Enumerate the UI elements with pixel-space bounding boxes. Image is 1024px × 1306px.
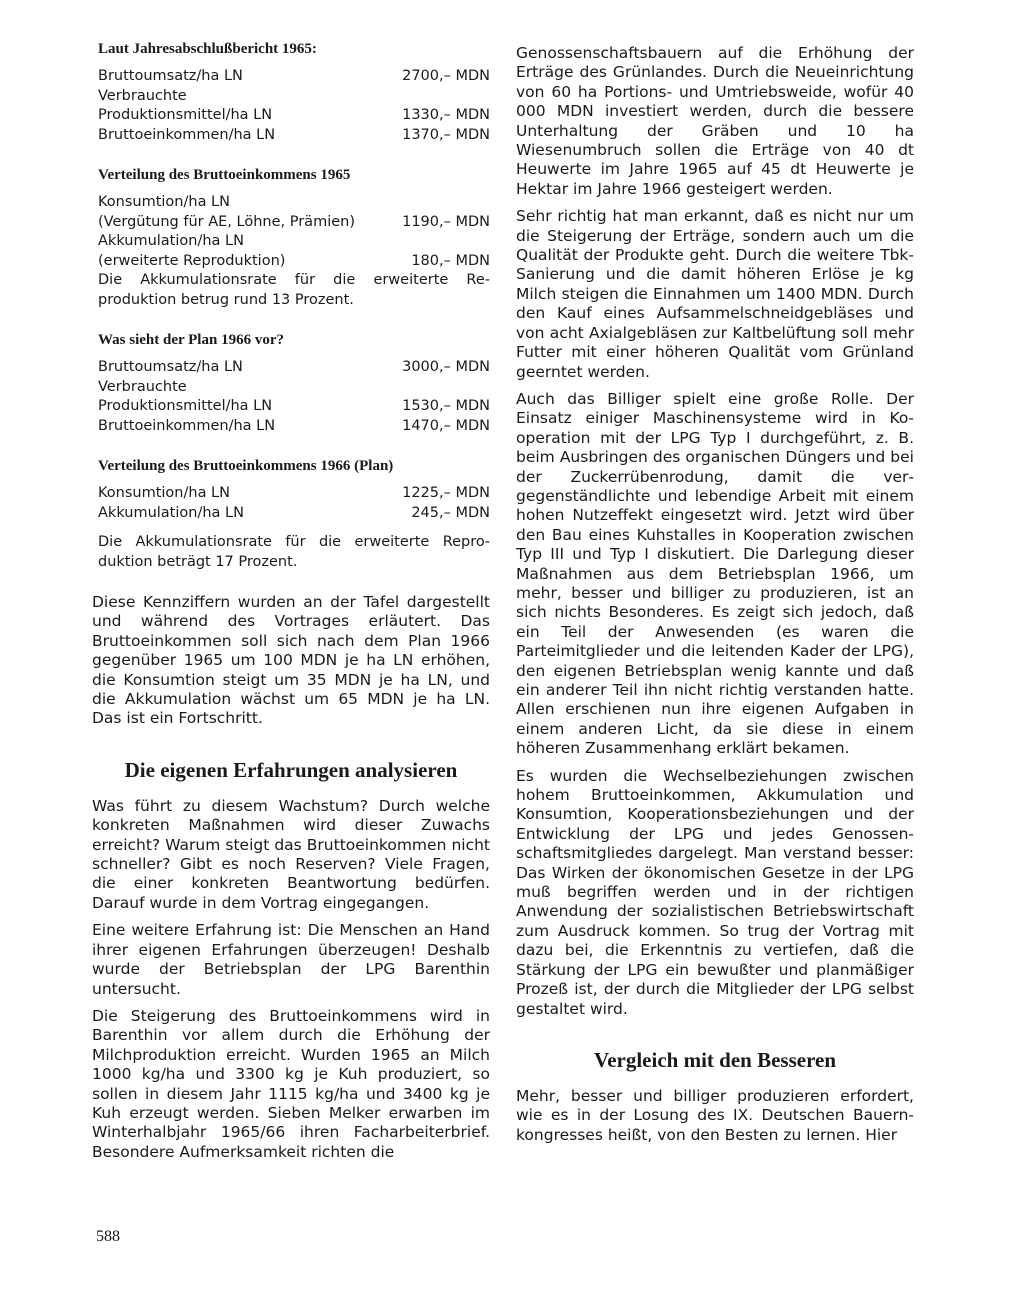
figure-row [92,417,490,437]
left-column [92,40,490,1170]
figure-label-pre: Verbrauchte [98,378,187,395]
figure-label: Bruttoeinkommen/ha LN [98,417,276,434]
figure-value: 1370,– MDN [402,126,490,143]
figure-row [92,126,490,146]
paragraph: Mehr, besser und billiger produzieren erfordert, wie es in der Losung des IX. Deutschen Bauernkongresses heißt, von den Besten zu lernen. Hier [516,1086,914,1144]
paragraph: Sehr richtig hat man erkannt, daß es nicht nur um die Steigerung der Erträge, sondern auch um die Qualität der Produkte geht. Durch die weitere Tbk-Sanierung und die damit höheren Erlöse je kg Milch steigen die Einnahmen um 1400 MDN. Durch den Kauf eines Aufsammelschneidgebläses und von acht Axialgebläsen zur Kaltbelüftung soll mehr Futter mit einer höheren Qualität vom Grünland geerntet werden. [516,207,914,381]
figure-row [92,397,490,417]
right-column [516,44,914,1153]
accumulation-note: Die Akkumulationsrate für die erweiterte Reproduktion beträgt 17 Prozent. [98,534,490,570]
figure-label: Bruttoeinkommen/ha LN [98,126,276,143]
page-number: 588 [96,1228,120,1245]
figure-label: Produktionsmittel/ha LN [98,398,273,414]
figure-label-pre: Akkumulation/ha LN [98,233,244,249]
figure-label: Konsumtion/ha LN [98,485,230,501]
figure-row [92,358,490,378]
report-1965-block [92,40,490,145]
paragraph: Eine weitere Erfahrung ist: Die Menschen an Hand ihrer eigenen Erfahrungen überzeugen! Deshalb wurde der Betriebsplan der LPG Barenthin untersucht. [92,921,490,998]
section-heading: Die eigenen Erfahrungen analysieren [124,757,458,782]
figure-value: 3000,– MDN [402,359,490,375]
figure-label: Produktionsmittel/ha LN [98,107,273,123]
figure-row [92,504,490,524]
figure-value: 1225,– MDN [402,485,490,501]
figure-row [92,484,490,504]
paragraph: Die Steigerung des Bruttoeinkommens wird in Barenthin vor allem durch die Erhöhung der Milchproduktion erreicht. Wurden 1965 an Milch 1000 kg/ha und 3300 kg je Kuh produziert, so sollen in diesem Jahr 1115 kg/ha und 3400 kg je Kuh erzeugt werden. Sieben Melker erwarben im Winterhalbjahr 1965/66 ihren Facharbeiterbrief. Besondere Aufmerksamkeit richten die [92,1006,490,1161]
figure-label: (Vergütung für AE, Löhne, Prämien) [98,213,355,230]
distribution-1965-block [92,166,490,310]
figure-value: 1470,– MDN [402,417,490,434]
figure-value: 1330,– MDN [402,107,490,123]
figure-label: Akkumulation/ha LN [98,504,244,521]
plan-1966-block [92,331,490,436]
paragraph: Genossenschaftsbauern auf die Erhöhung der Erträge des Grünlandes. Durch die Neueinrichtung von 60 ha Portions- und Umtriebsweide, wofür 40 000 MDN investiert werden, durch die bessere Unterhaltung der Gräben und 10 ha Wiesenumbruch sollen die Erträge von 40 dt Heuwerte im Jahre 1965 auf 45 dt Heuwerte je Hektar im Jahre 1966 gesteigert werden. [516,44,914,198]
figure-row [92,67,490,87]
accumulation-note: Die Akkumulationsrate für die erweiterte Reproduktion betrug rund 13 Prozent. [98,272,490,308]
figure-label: Bruttoumsatz/ha LN [98,68,243,84]
figure-value: 1530,– MDN [402,398,490,414]
report-1965-title: Laut Jahresabschlußbericht 1965: [98,41,317,57]
distribution-1965-title: Verteilung des Bruttoeinkommens 1965 [98,167,351,183]
figure-value: 2700,– MDN [402,68,490,84]
figure-row [92,213,490,233]
figure-label: Bruttoumsatz/ha LN [98,359,243,375]
figure-row [92,252,490,272]
plan-1966-title: Was sieht der Plan 1966 vor? [98,332,284,348]
paragraph: Diese Kennziffern wurden an der Tafel dargestellt und während des Vortrages erläutert. Das Bruttoeinkommen soll sich nach dem Plan 1966 gegenüber 1965 um 100 MDN je ha LN erhöhen, die Konsumtion steigt um 35 MDN je ha LN, und die Akkumulation wächst um 65 MDN je ha LN. Das ist ein Fortschritt. [92,593,490,728]
distribution-1966-block [92,457,490,572]
figure-row [92,106,490,126]
distribution-1966-title: Verteilung des Bruttoeinkommens 1966 (Plan) [98,458,394,474]
paragraph: Auch das Billiger spielt eine große Rolle. Der Einsatz einiger Maschinensysteme wird in Kooperation mit der LPG Typ I durchgeführt, z. B. beim Ausbringen des organischen Düngers und bei der Zuckerrübenrodung, damit die vergegenständlichte und lebendige Arbeit mit einem hohen Nutzeffekt eingesetzt wird. Jetzt wird über den Bau eines Kuhstalles in Kooperation zwischen Typ III und Typ I diskutiert. Die Darlegung dieser Maßnahmen aus dem Betriebsplan 1966, um mehr, besser und billiger zu produzieren, ist an sich nichts Besonderes. Es zeigt sich jedoch, daß ein Teil der Anwesenden (es waren die Parteimitglieder und die leitenden Kader der LPG), den eigenen Betriebsplan wenig kannte und daß ein anderer Teil ihn nicht richtig verstanden hatte. Allen erschienen nun ihre eigenen Aufgaben in einem anderen Licht, da sie diese in einem höheren Zusammenhang erklärt bekamen. [516,389,914,758]
paragraph: Was führt zu diesem Wachstum? Durch welche konkreten Maßnahmen wird dieser Zuwachs erreicht? Warum steigt das Bruttoeinkommen nicht schneller? Gibt es noch Reserven? Viele Fragen, die einer konkreten Beantwortung bedürfen. Darauf wurde in dem Vortrag eingegangen. [92,796,490,912]
figure-label-pre: Verbrauchte [98,87,187,104]
figure-label: (erweiterte Reproduktion) [98,252,286,269]
figure-value: 1190,– MDN [402,213,490,230]
figure-label-pre: Konsumtion/ha LN [98,194,230,210]
figure-value: 180,– MDN [411,252,490,269]
figure-value: 245,– MDN [411,504,490,521]
section-heading: Vergleich mit den Besseren [593,1047,837,1072]
paragraph: Es wurden die Wechselbeziehungen zwischen hohem Bruttoeinkommen, Akkumulation und Konsumtion, Kooperationsbeziehungen und der Entwicklung der LPG und jedes Genossenschaftsmitgliedes dargelegt. Man verstand besser: Das Wirken der ökonomischen Gesetze in der LPG muß begriffen werden und in der richtigen Anwendung der sozialistischen Betriebswirtschaft zum Ausdruck kommen. So trug der Vortrag mit dazu bei, die Erkenntnis zu vertiefen, daß die Stärkung der LPG ein bewußter und planmäßiger Prozeß ist, der durch die Mitglieder der LPG selbst gestaltet wird. [516,766,914,1018]
